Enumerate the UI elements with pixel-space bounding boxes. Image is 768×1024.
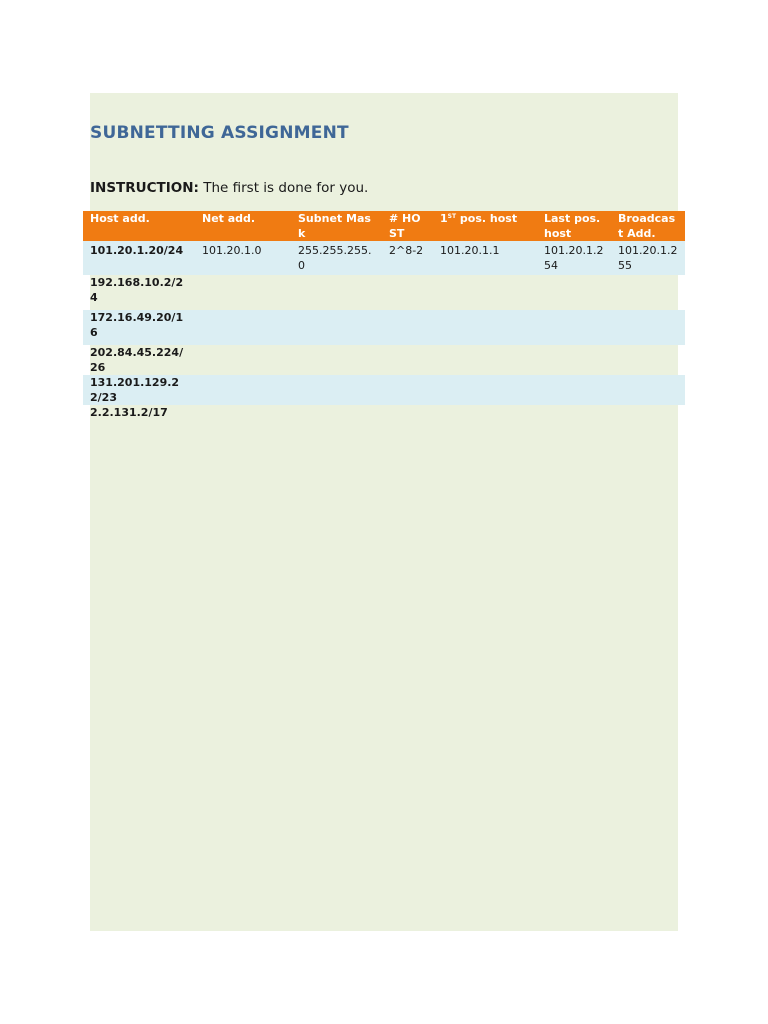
first-host-cell bbox=[433, 275, 537, 310]
network-address-cell: 101.20.1.0 bbox=[202, 244, 262, 257]
broadcast-address-cell bbox=[611, 375, 685, 405]
host-address-cell: 172.16.49.20/16 bbox=[90, 311, 184, 339]
instruction-text: The first is done for you. bbox=[198, 180, 369, 196]
broadcast-address-cell bbox=[611, 405, 685, 420]
network-address-cell bbox=[195, 345, 291, 375]
first-host-cell bbox=[433, 345, 537, 375]
table-row bbox=[83, 310, 685, 345]
network-address-cell bbox=[195, 375, 291, 405]
table-row bbox=[83, 345, 685, 375]
host-address-cell: 101.20.1.20/24 bbox=[90, 244, 184, 257]
last-host-cell bbox=[537, 345, 611, 375]
table-row bbox=[83, 375, 685, 405]
host-address-cell: 192.168.10.2/24 bbox=[90, 276, 184, 304]
network-address-cell bbox=[195, 275, 291, 310]
header-host-address: Host add. bbox=[90, 212, 150, 225]
network-address-cell bbox=[195, 405, 291, 420]
header-first-host-sup: ST bbox=[447, 213, 457, 220]
host-count-cell bbox=[382, 375, 433, 405]
first-host-cell bbox=[433, 375, 537, 405]
header-first-host-main: 1 bbox=[440, 212, 448, 225]
host-count-cell bbox=[382, 345, 433, 375]
instruction-line bbox=[90, 180, 368, 196]
header-subnet-mask: Subnet Mask bbox=[298, 212, 371, 240]
instruction-label: INSTRUCTION: bbox=[90, 180, 199, 196]
network-address-cell bbox=[195, 310, 291, 345]
broadcast-address-cell bbox=[611, 275, 685, 310]
document-title: SUBNETTING ASSIGNMENT bbox=[90, 123, 349, 143]
host-count-cell bbox=[382, 405, 433, 420]
last-host-cell: 101.20.1.254 bbox=[544, 244, 604, 272]
host-count-cell: 2^8-2 bbox=[389, 244, 424, 257]
host-count-cell bbox=[382, 310, 433, 345]
subnet-mask-cell bbox=[291, 345, 382, 375]
host-address-cell: 202.84.45.224/26 bbox=[90, 346, 184, 374]
first-host-cell bbox=[433, 310, 537, 345]
broadcast-address-cell bbox=[611, 345, 685, 375]
header-last-host: Last pos. host bbox=[544, 212, 601, 240]
first-host-cell bbox=[433, 405, 537, 420]
last-host-cell bbox=[537, 375, 611, 405]
table-row bbox=[83, 241, 685, 275]
table-header-row bbox=[83, 211, 685, 241]
subnet-mask-cell bbox=[291, 275, 382, 310]
host-address-cell: 2.2.131.2/17 bbox=[90, 406, 168, 419]
header-network-address: Net add. bbox=[202, 212, 256, 225]
first-host-cell: 101.20.1.1 bbox=[440, 244, 500, 257]
table-row bbox=[83, 405, 685, 420]
subnet-mask-cell bbox=[291, 375, 382, 405]
subnet-mask-cell bbox=[291, 310, 382, 345]
last-host-cell bbox=[537, 405, 611, 420]
last-host-cell bbox=[537, 310, 611, 345]
header-broadcast-address: Broadcast Add. bbox=[618, 212, 676, 240]
broadcast-address-cell bbox=[611, 310, 685, 345]
subnet-table bbox=[83, 211, 685, 420]
header-first-host-rest: pos. host bbox=[456, 212, 518, 225]
host-count-cell bbox=[382, 275, 433, 310]
header-first-host bbox=[433, 211, 537, 241]
table-row bbox=[83, 275, 685, 310]
host-address-cell: 131.201.129.22/23 bbox=[90, 376, 180, 404]
header-host-count: # HOST bbox=[389, 212, 421, 240]
subnet-mask-cell bbox=[291, 405, 382, 420]
last-host-cell bbox=[537, 275, 611, 310]
broadcast-address-cell: 101.20.1.255 bbox=[618, 244, 678, 272]
subnet-mask-cell: 255.255.255.0 bbox=[298, 244, 372, 272]
